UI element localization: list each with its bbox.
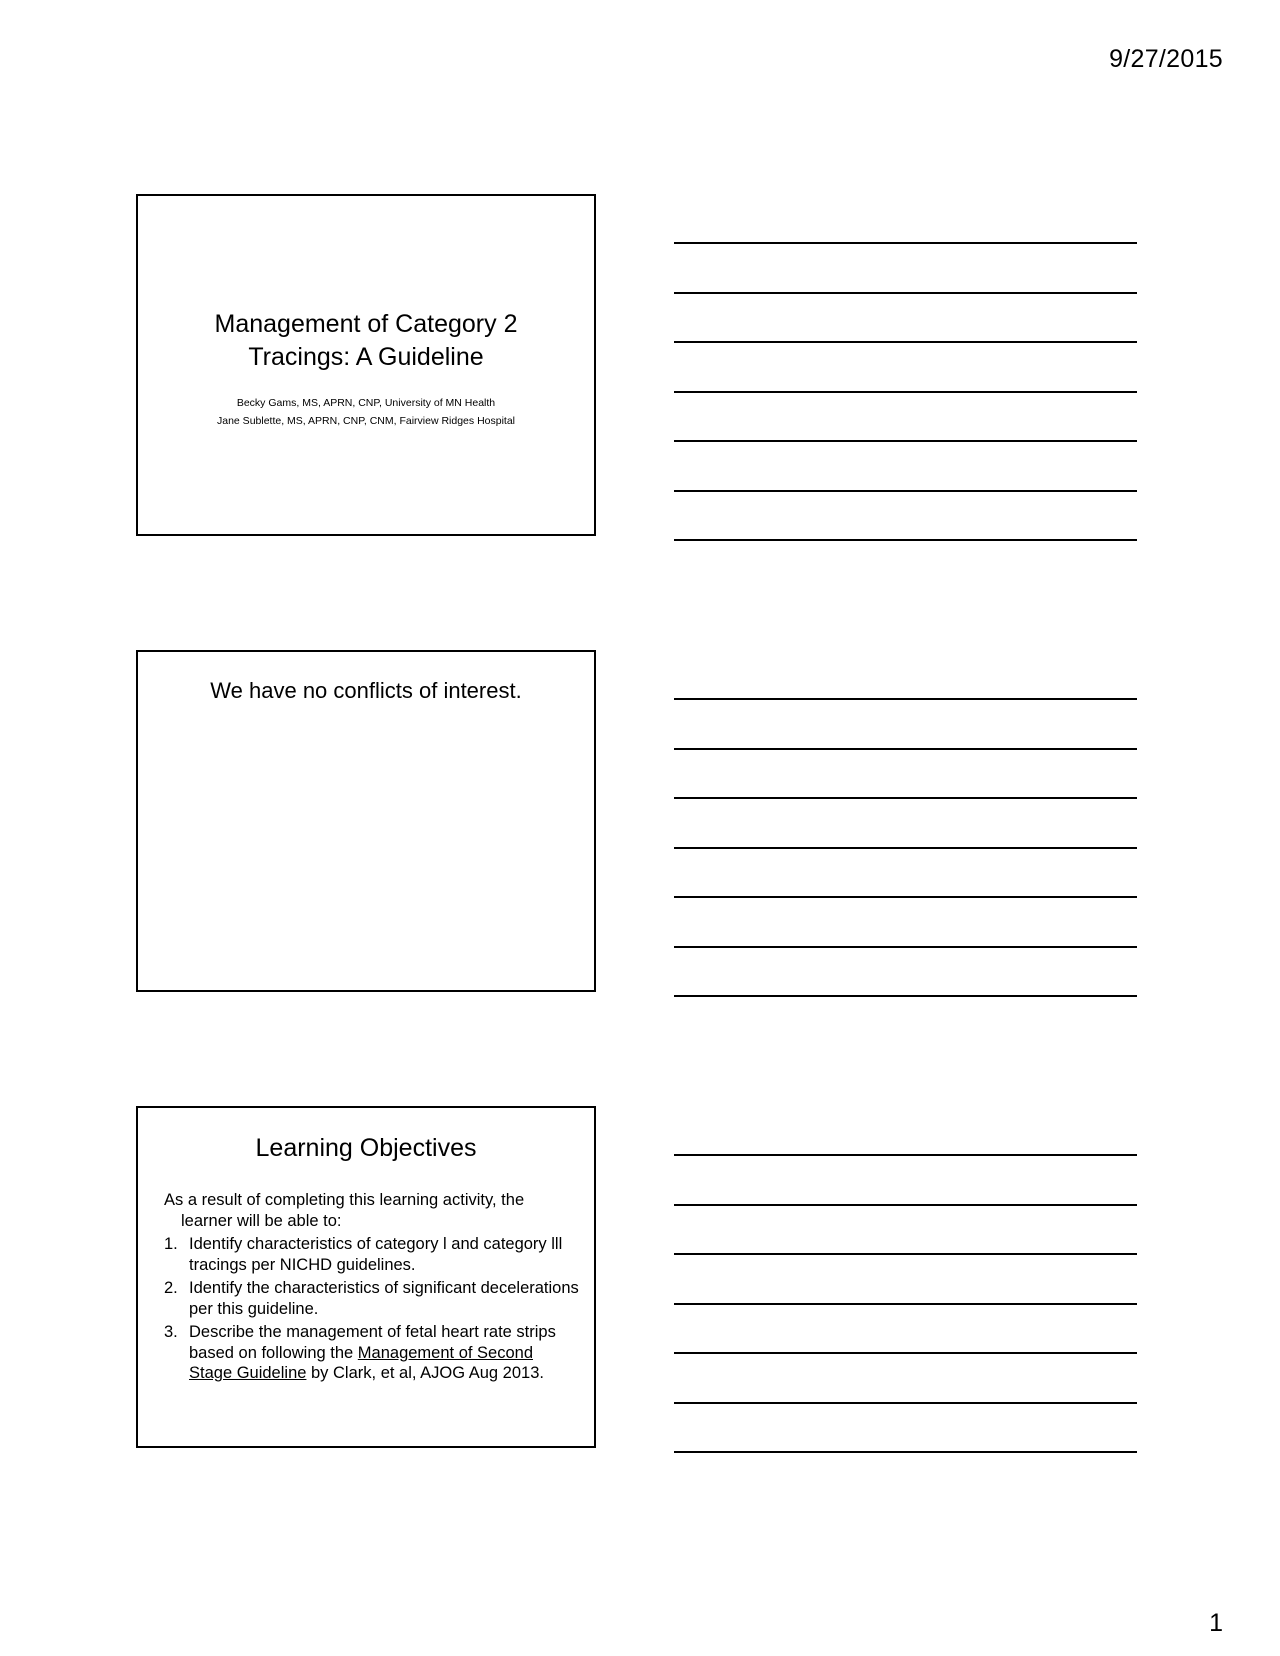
slide-3-heading: Learning Objectives — [255, 1134, 477, 1162]
objective-number: 1. — [164, 1235, 178, 1253]
note-line — [674, 1253, 1137, 1255]
note-line — [674, 292, 1137, 294]
slide-1-heading — [138, 308, 594, 374]
slide-1-title — [136, 194, 596, 536]
author-1: Becky Gams, MS, APRN, CNP, University of MN Health — [236, 397, 496, 409]
slide-1-title-line-2: Tracings: A Guideline — [248, 343, 484, 371]
objective-item — [164, 1234, 580, 1275]
note-line — [674, 896, 1137, 898]
note-line — [674, 1451, 1137, 1453]
objective-number: 2. — [164, 1279, 178, 1297]
note-line — [674, 1352, 1137, 1354]
slide-2-conflicts — [136, 650, 596, 992]
note-line — [674, 946, 1137, 948]
slide-3-body — [164, 1190, 580, 1387]
note-line — [674, 748, 1137, 750]
print-date: 9/27/2015 — [1109, 45, 1223, 73]
note-line — [674, 490, 1137, 492]
slide-3-objectives — [136, 1106, 596, 1448]
objective-text: Identify characteristics of category l and category lll tracings per NICHD guidelines. — [189, 1235, 563, 1274]
note-line — [674, 797, 1137, 799]
objective-item — [164, 1322, 580, 1384]
note-line — [674, 847, 1137, 849]
objectives-list — [164, 1234, 580, 1384]
slide-2-heading: We have no conflicts of interest. — [210, 678, 522, 703]
note-line — [674, 440, 1137, 442]
page-number: 1 — [1209, 1609, 1223, 1637]
notes-lines-1 — [674, 242, 1137, 589]
notes-lines-2 — [674, 698, 1137, 1045]
note-line — [674, 698, 1137, 700]
note-line — [674, 995, 1137, 997]
note-line — [674, 1154, 1137, 1156]
note-line — [674, 1204, 1137, 1206]
objective-number: 3. — [164, 1323, 178, 1341]
note-line — [674, 1402, 1137, 1404]
objective-item — [164, 1278, 580, 1319]
guideline-reference: Management of Second Stage Guideline — [189, 1343, 533, 1382]
slide-1-authors — [138, 394, 594, 430]
note-line — [674, 242, 1137, 244]
objective-text-before: Describe the management of fetal heart rate strips based on following the — [189, 1323, 556, 1362]
objective-text: Identify the characteristics of significant decelerations per this guideline. — [189, 1279, 579, 1318]
note-line — [674, 341, 1137, 343]
objectives-intro: As a result of completing this learning activity, the learner will be able to: — [164, 1191, 525, 1230]
note-line — [674, 391, 1137, 393]
author-2: Jane Sublette, MS, APRN, CNP, CNM, Fairview Ridges Hospital — [217, 415, 515, 427]
objective-text-after: by Clark, et al, AJOG Aug 2013. — [306, 1364, 544, 1382]
slide-1-title-line-1: Management of Category 2 — [214, 310, 518, 338]
notes-lines-3 — [674, 1154, 1137, 1501]
note-line — [674, 539, 1137, 541]
note-line — [674, 1303, 1137, 1305]
